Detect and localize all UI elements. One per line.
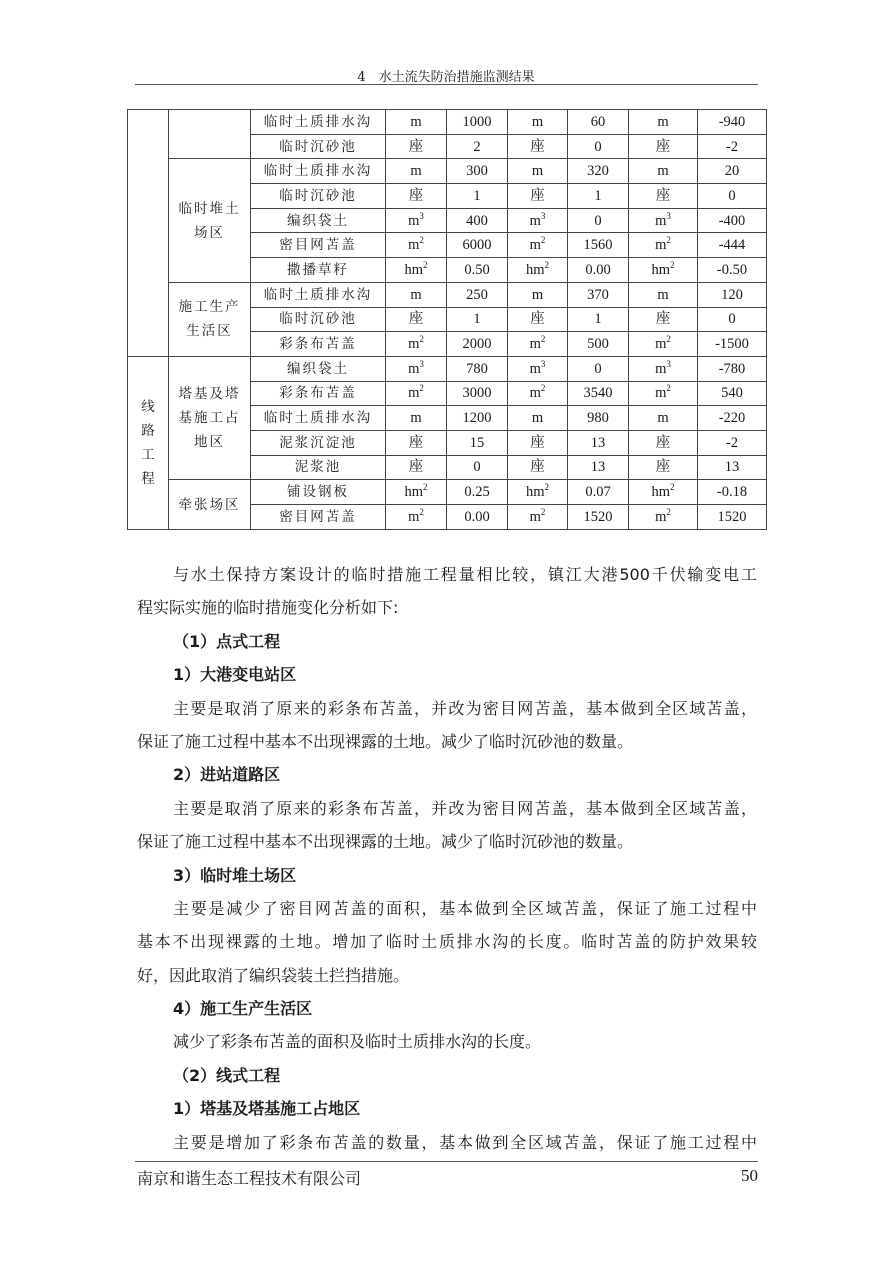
- design-unit: 座: [386, 184, 447, 209]
- actual-qty: 980: [568, 406, 629, 431]
- design-qty: 3000: [447, 381, 508, 406]
- change-qty: -2: [698, 430, 767, 455]
- measure-name: 临时土质排水沟: [251, 110, 386, 135]
- paragraph-line: 基本不出现裸露的土地。增加了临时土质排水沟的长度。临时苫盖的防护效果较: [137, 932, 757, 952]
- actual-qty: 60: [568, 110, 629, 135]
- running-header: 4 水土流失防治措施监测结果: [357, 70, 535, 85]
- table-row: [128, 356, 767, 381]
- design-qty: 1: [447, 307, 508, 332]
- change-qty: 120: [698, 282, 767, 307]
- design-qty: 1200: [447, 406, 508, 431]
- design-qty: 0.00: [447, 505, 508, 530]
- design-unit: 座: [386, 430, 447, 455]
- design-qty: 780: [447, 356, 508, 381]
- change-unit: $hm^2$: [629, 258, 698, 283]
- change-unit: 座: [629, 134, 698, 159]
- measure-name: 撒播草籽: [251, 258, 386, 283]
- actual-qty: 1560: [568, 233, 629, 258]
- change-unit: $hm^2$: [629, 480, 698, 505]
- paragraph-line: 主要是取消了原来的彩条布苫盖，并改为密目网苫盖，基本做到全区域苫盖，: [173, 798, 757, 818]
- paragraph-line: 与水土保持方案设计的临时措施工程量相比较，镇江大港500千伏输变电工: [173, 565, 757, 584]
- change-qty: -780: [698, 356, 767, 381]
- section-cell: [128, 110, 169, 357]
- design-unit: $hm^2$: [386, 480, 447, 505]
- actual-unit: $hm^2$: [508, 258, 568, 283]
- section-heading: 3）临时堆土场区: [173, 865, 297, 885]
- change-qty: 1520: [698, 505, 767, 530]
- paragraph-line: 减少了彩条布苫盖的面积及临时土质排水沟的长度。: [173, 1032, 542, 1052]
- area-label: 施工生产生活区: [169, 282, 251, 356]
- paragraph-line: 主要是增加了彩条布苫盖的数量，基本做到全区域苫盖，保证了施工过程中: [173, 1132, 757, 1152]
- change-unit: m: [629, 406, 698, 431]
- measure-name: 编织袋土: [251, 208, 386, 233]
- actual-unit: $hm^2$: [508, 480, 568, 505]
- measure-name: 密目网苫盖: [251, 233, 386, 258]
- change-unit: $m^3$: [629, 208, 698, 233]
- design-qty: 0: [447, 455, 508, 480]
- measure-name: 泥浆池: [251, 455, 386, 480]
- actual-qty: 1520: [568, 505, 629, 530]
- change-qty: 0: [698, 307, 767, 332]
- paragraph-line: 保证了施工过程中基本不出现裸露的土地。减少了临时沉砂池的数量。: [137, 731, 634, 751]
- actual-qty: 0.00: [568, 258, 629, 283]
- paragraph-line: 保证了施工过程中基本不出现裸露的土地。减少了临时沉砂池的数量。: [137, 832, 634, 852]
- paragraph-line: 主要是减少了密目网苫盖的面积，基本做到全区域苫盖，保证了施工过程中: [173, 898, 757, 918]
- measure-name: 临时土质排水沟: [251, 406, 386, 431]
- change-qty: -1500: [698, 332, 767, 357]
- design-unit: m: [386, 110, 447, 135]
- change-qty: 540: [698, 381, 767, 406]
- measure-name: 编织袋土: [251, 356, 386, 381]
- design-qty: 0.25: [447, 480, 508, 505]
- actual-unit: 座: [508, 184, 568, 209]
- actual-unit: $m^2$: [508, 505, 568, 530]
- design-unit: $m^2$: [386, 505, 447, 530]
- actual-unit: $m^2$: [508, 332, 568, 357]
- paragraph-line: 程实际实施的临时措施变化分析如下:: [137, 598, 399, 618]
- change-unit: 座: [629, 307, 698, 332]
- design-unit: 座: [386, 307, 447, 332]
- actual-unit: $m^3$: [508, 356, 568, 381]
- actual-unit: 座: [508, 307, 568, 332]
- design-unit: $m^3$: [386, 356, 447, 381]
- design-qty: 1000: [447, 110, 508, 135]
- actual-unit: m: [508, 282, 568, 307]
- change-qty: -0.18: [698, 480, 767, 505]
- change-unit: m: [629, 110, 698, 135]
- area-label: 临时堆土场区: [169, 159, 251, 282]
- change-unit: m: [629, 159, 698, 184]
- actual-unit: 座: [508, 455, 568, 480]
- design-qty: 2: [447, 134, 508, 159]
- footer-company: 南京和谐生态工程技术有限公司: [137, 1169, 362, 1188]
- change-qty: -0.50: [698, 258, 767, 283]
- actual-unit: m: [508, 110, 568, 135]
- change-qty: -400: [698, 208, 767, 233]
- change-qty: 0: [698, 184, 767, 209]
- change-unit: 座: [629, 430, 698, 455]
- footer-divider: [135, 1161, 758, 1162]
- design-qty: 250: [447, 282, 508, 307]
- area-label: 塔基及塔基施工占地区: [169, 356, 251, 479]
- design-qty: 15: [447, 430, 508, 455]
- change-qty: 13: [698, 455, 767, 480]
- change-qty: -444: [698, 233, 767, 258]
- design-qty: 300: [447, 159, 508, 184]
- measure-name: 临时沉砂池: [251, 307, 386, 332]
- change-qty: -940: [698, 110, 767, 135]
- measure-name: 彩条布苫盖: [251, 332, 386, 357]
- design-qty: 1: [447, 184, 508, 209]
- section-cell: [128, 356, 169, 529]
- design-unit: m: [386, 406, 447, 431]
- area-label: 牵张场区: [169, 480, 251, 529]
- design-qty: 6000: [447, 233, 508, 258]
- change-qty: -2: [698, 134, 767, 159]
- section-label: 线路工程: [141, 398, 155, 487]
- actual-unit: $m^2$: [508, 233, 568, 258]
- actual-unit: 座: [508, 430, 568, 455]
- area-label: [169, 110, 251, 159]
- actual-qty: 3540: [568, 381, 629, 406]
- design-unit: $hm^2$: [386, 258, 447, 283]
- design-qty: 2000: [447, 332, 508, 357]
- change-qty: 20: [698, 159, 767, 184]
- paragraph-line: 主要是取消了原来的彩条布苫盖，并改为密目网苫盖，基本做到全区域苫盖，: [173, 698, 757, 718]
- measure-name: 临时沉砂池: [251, 184, 386, 209]
- design-unit: m: [386, 159, 447, 184]
- section-heading: 4）施工生产生活区: [173, 999, 313, 1019]
- section-heading: （2）线式工程: [173, 1065, 281, 1085]
- actual-qty: 0.07: [568, 480, 629, 505]
- change-unit: $m^2$: [629, 505, 698, 530]
- measures-table: [127, 109, 767, 530]
- actual-qty: 320: [568, 159, 629, 184]
- actual-unit: 座: [508, 134, 568, 159]
- actual-unit: m: [508, 159, 568, 184]
- section-heading: 1）大港变电站区: [173, 665, 297, 685]
- paragraph-line: 好，因此取消了编织袋装土拦挡措施。: [137, 965, 410, 985]
- actual-qty: 0: [568, 208, 629, 233]
- measure-name: 泥浆沉淀池: [251, 430, 386, 455]
- table-row: [128, 480, 767, 505]
- measure-name: 铺设钢板: [251, 480, 386, 505]
- header-divider: [135, 84, 758, 85]
- change-unit: $m^2$: [629, 381, 698, 406]
- table-row: [128, 282, 767, 307]
- change-qty: -220: [698, 406, 767, 431]
- analysis-text: [137, 558, 757, 1159]
- measure-name: 彩条布苫盖: [251, 381, 386, 406]
- change-unit: 座: [629, 184, 698, 209]
- design-qty: 0.50: [447, 258, 508, 283]
- design-unit: $m^2$: [386, 381, 447, 406]
- change-unit: $m^2$: [629, 233, 698, 258]
- actual-qty: 370: [568, 282, 629, 307]
- design-unit: 座: [386, 455, 447, 480]
- table-row: [128, 110, 767, 135]
- actual-unit: $m^3$: [508, 208, 568, 233]
- section-heading: 1）塔基及塔基施工占地区: [173, 1099, 361, 1119]
- change-unit: 座: [629, 455, 698, 480]
- actual-qty: 13: [568, 455, 629, 480]
- design-unit: $m^3$: [386, 208, 447, 233]
- change-unit: m: [629, 282, 698, 307]
- measure-name: 临时土质排水沟: [251, 282, 386, 307]
- design-unit: $m^2$: [386, 332, 447, 357]
- design-unit: m: [386, 282, 447, 307]
- change-unit: $m^3$: [629, 356, 698, 381]
- actual-qty: 1: [568, 307, 629, 332]
- measure-name: 临时沉砂池: [251, 134, 386, 159]
- section-heading: 2）进站道路区: [173, 765, 281, 785]
- actual-qty: 1: [568, 184, 629, 209]
- actual-unit: $m^2$: [508, 381, 568, 406]
- actual-qty: 0: [568, 356, 629, 381]
- table-row: [128, 159, 767, 184]
- measure-name: 密目网苫盖: [251, 505, 386, 530]
- section-heading: （1）点式工程: [173, 631, 281, 651]
- design-qty: 400: [447, 208, 508, 233]
- design-unit: 座: [386, 134, 447, 159]
- actual-unit: m: [508, 406, 568, 431]
- page-number: 50: [741, 1166, 758, 1185]
- actual-qty: 13: [568, 430, 629, 455]
- design-unit: $m^2$: [386, 233, 447, 258]
- change-unit: $m^2$: [629, 332, 698, 357]
- actual-qty: 500: [568, 332, 629, 357]
- actual-qty: 0: [568, 134, 629, 159]
- measure-name: 临时土质排水沟: [251, 159, 386, 184]
